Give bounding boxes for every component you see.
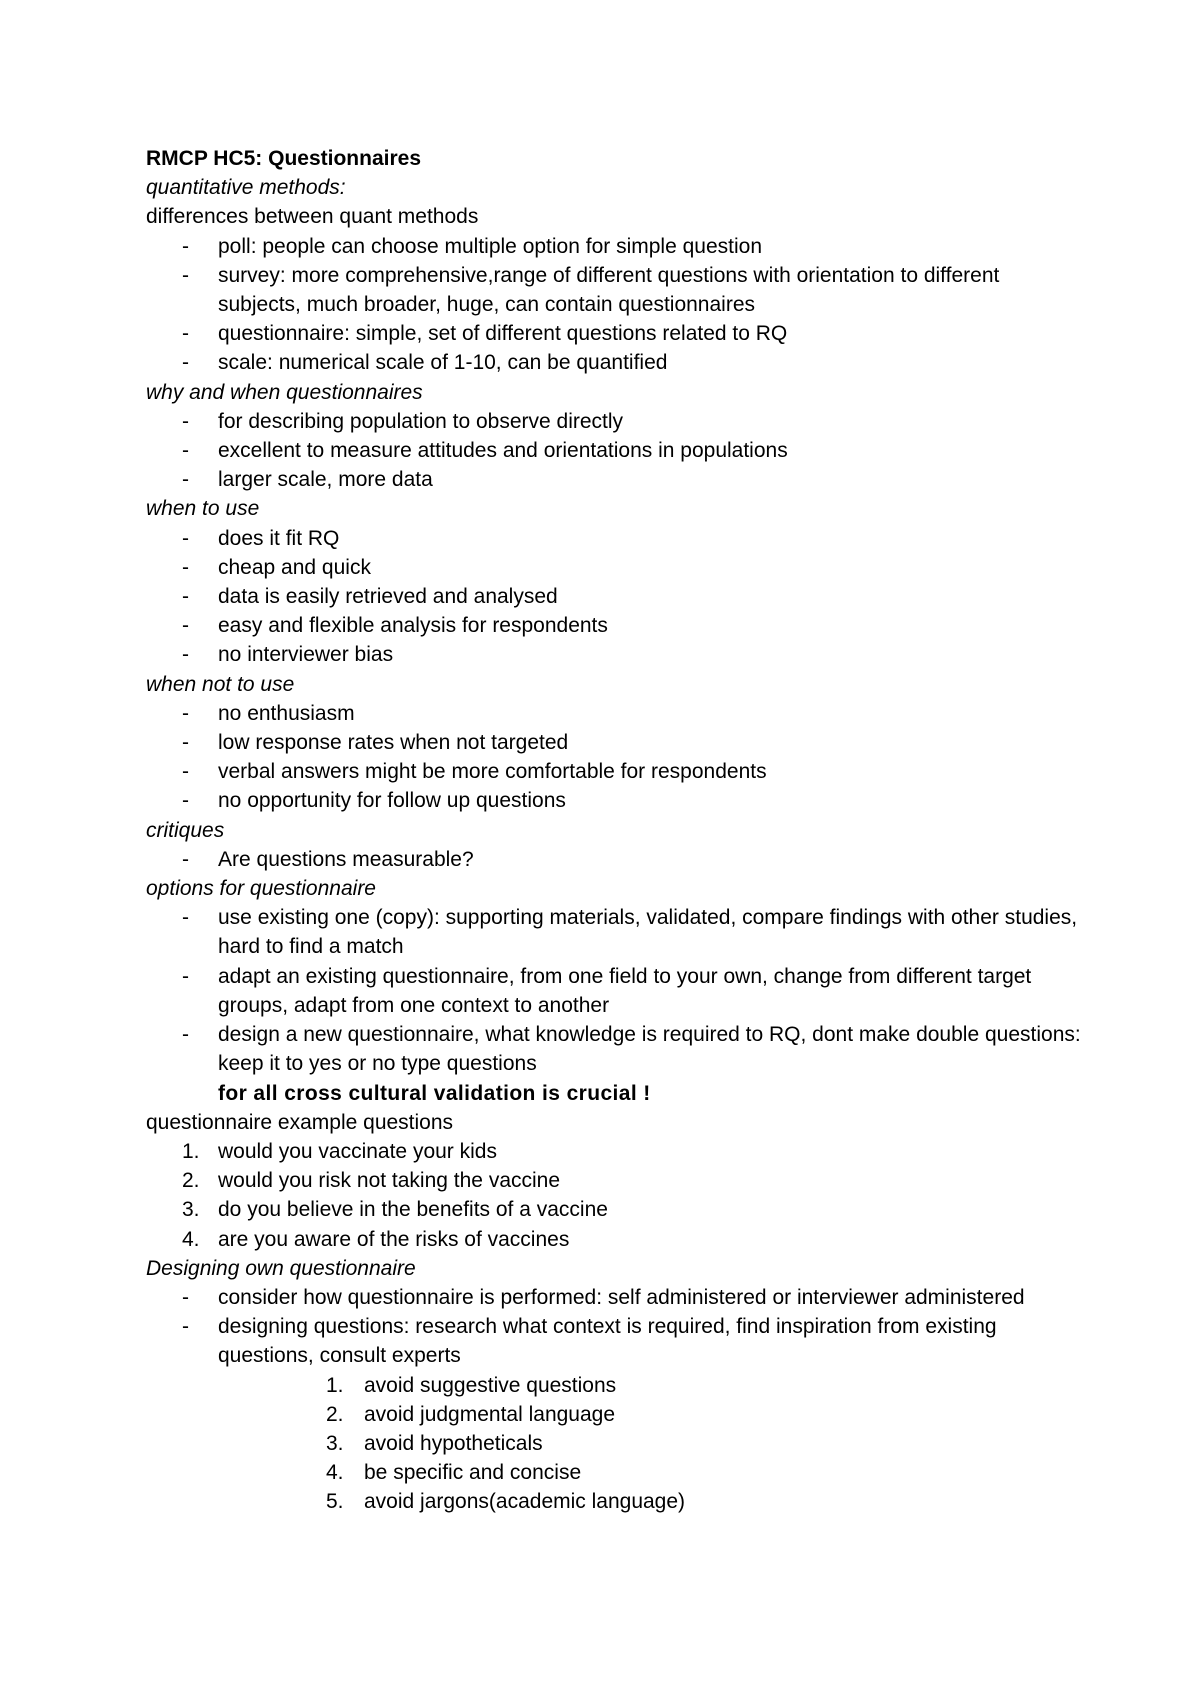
list-item — [146, 1225, 1086, 1254]
list-marker: - — [182, 701, 189, 725]
list-item-text: excellent to measure attitudes and orientations in populations — [218, 439, 788, 463]
list-item — [146, 699, 1086, 728]
list-marker: 4. — [182, 1227, 200, 1251]
list-item — [146, 1283, 1086, 1312]
list-item — [146, 845, 1086, 874]
list-item-text: does it fit RQ — [218, 526, 340, 550]
section-heading: why and when questionnaires — [146, 380, 423, 404]
sub-list-item — [146, 1371, 1086, 1400]
list-marker: - — [182, 322, 189, 346]
list-item — [146, 1312, 1086, 1370]
section-heading: Designing own questionnaire — [146, 1256, 416, 1280]
list-item — [146, 611, 1086, 640]
list-item — [146, 728, 1086, 757]
list-item-text: do you believe in the benefits of a vaccine — [218, 1198, 608, 1222]
list-item — [146, 1020, 1086, 1078]
section-heading: when to use — [146, 497, 260, 521]
list-item — [146, 524, 1086, 553]
list-marker: - — [182, 789, 189, 813]
list-item — [146, 1195, 1086, 1224]
sub-list-item — [146, 1429, 1086, 1458]
list-item-text: would you risk not taking the vaccine — [218, 1169, 561, 1193]
list-marker: - — [182, 964, 189, 988]
list-item — [146, 582, 1086, 611]
list-marker: 5. — [326, 1490, 344, 1514]
list-marker: - — [182, 468, 189, 492]
list-marker: - — [182, 263, 189, 287]
list-marker: - — [182, 1315, 189, 1339]
sub-list-item — [146, 1487, 1086, 1516]
list-item-text: data is easily retrieved and analysed — [218, 585, 558, 609]
list-item — [146, 232, 1086, 261]
list-marker: - — [182, 1023, 189, 1047]
section-heading: when not to use — [146, 672, 295, 696]
list-marker: - — [182, 731, 189, 755]
sub-list-item — [146, 1400, 1086, 1429]
list-item-text: easy and flexible analysis for respondents — [218, 614, 608, 638]
list-marker: - — [182, 585, 189, 609]
document-body — [146, 144, 1086, 1517]
list-item-text: designing questions: research what context is required, find inspiration from existing questions, consult experts — [218, 1315, 997, 1368]
list-item — [146, 553, 1086, 582]
list-marker: 4. — [326, 1461, 344, 1485]
list-item-text: Are questions measurable? — [218, 847, 474, 871]
list-item-text: for describing population to observe directly — [218, 409, 624, 433]
paragraph: questionnaire example questions — [146, 1110, 454, 1134]
list-item-text: avoid suggestive questions — [364, 1373, 617, 1397]
list-marker: 3. — [182, 1198, 200, 1222]
document-title: RMCP HC5: Questionnaires — [146, 147, 421, 170]
bold-note: for all cross cultural validation is crucial ! — [218, 1081, 651, 1105]
list-item-text: cheap and quick — [218, 555, 371, 579]
list-item — [146, 757, 1086, 786]
list-item — [146, 962, 1086, 1020]
list-item — [146, 436, 1086, 465]
section-heading: critiques — [146, 818, 225, 842]
list-item — [146, 407, 1086, 436]
list-marker: - — [182, 847, 189, 871]
list-item-text: consider how questionnaire is performed: self administered or interviewer administered — [218, 1285, 1025, 1309]
list-item — [146, 1166, 1086, 1195]
list-item-text: use existing one (copy): supporting materials, validated, compare findings with other studies, hard to find a match — [218, 906, 1078, 959]
list-item-text: questionnaire: simple, set of different questions related to RQ — [218, 322, 788, 346]
list-marker: - — [182, 526, 189, 550]
list-item — [146, 1137, 1086, 1166]
list-item-text: would you vaccinate your kids — [218, 1139, 497, 1163]
list-item-text: poll: people can choose multiple option for simple question — [218, 234, 763, 258]
list-marker: - — [182, 234, 189, 258]
list-marker: - — [182, 555, 189, 579]
list-marker: 1. — [182, 1139, 200, 1163]
list-marker: - — [182, 439, 189, 463]
list-item — [146, 261, 1086, 319]
list-item — [146, 903, 1086, 961]
list-item-text: low response rates when not targeted — [218, 731, 569, 755]
list-item-text: no opportunity for follow up questions — [218, 789, 566, 813]
list-item-text: adapt an existing questionnaire, from one field to your own, change from different target groups, adapt from one context to another — [218, 964, 1032, 1017]
list-item-text: scale: numerical scale of 1-10, can be quantified — [218, 351, 668, 375]
list-item-text: verbal answers might be more comfortable for respondents — [218, 760, 767, 784]
list-item-text: survey: more comprehensive,range of different questions with orientation to different subjects, much broader, huge, can contain questionnaires — [218, 263, 1000, 317]
list-marker: - — [182, 1285, 189, 1309]
list-item-text: larger scale, more data — [218, 468, 433, 492]
list-item-text: no interviewer bias — [218, 643, 394, 667]
sub-list-item — [146, 1458, 1086, 1487]
list-item-text: avoid hypotheticals — [364, 1431, 543, 1455]
list-marker: - — [182, 760, 189, 784]
list-marker: 2. — [326, 1402, 344, 1426]
list-item — [146, 640, 1086, 669]
list-item — [146, 319, 1086, 348]
section-heading: quantitative methods: — [146, 176, 346, 200]
list-marker: - — [182, 906, 189, 930]
list-marker: - — [182, 351, 189, 375]
list-item — [146, 786, 1086, 815]
list-item — [146, 465, 1086, 494]
list-marker: 2. — [182, 1169, 200, 1193]
list-marker: - — [182, 614, 189, 638]
list-item-text: design a new questionnaire, what knowledge is required to RQ, dont make double questions: keep it to yes or no type questions — [218, 1023, 1081, 1076]
list-item — [146, 348, 1086, 377]
list-marker: - — [182, 409, 189, 433]
paragraph: differences between quant methods — [146, 205, 479, 229]
list-item-text: avoid judgmental language — [364, 1402, 616, 1426]
list-marker: 3. — [326, 1431, 344, 1455]
section-heading: options for questionnaire — [146, 877, 376, 901]
list-marker: - — [182, 643, 189, 667]
list-item-text: avoid jargons(academic language) — [364, 1490, 686, 1514]
list-item-text: are you aware of the risks of vaccines — [218, 1227, 570, 1251]
list-marker: 1. — [326, 1373, 344, 1397]
list-item-text: no enthusiasm — [218, 701, 355, 725]
list-item-text: be specific and concise — [364, 1461, 582, 1485]
